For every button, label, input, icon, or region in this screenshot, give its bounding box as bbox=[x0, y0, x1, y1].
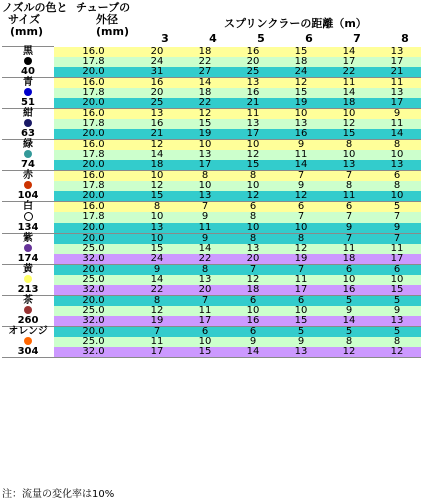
flow-value-cell: 9 bbox=[373, 223, 421, 234]
tube-diameter-cell: 20.0 bbox=[54, 160, 133, 171]
flow-value-cell: 31 bbox=[133, 67, 181, 78]
tube-diameter-cell: 16.0 bbox=[54, 140, 133, 151]
nozzle-color-name: 白 bbox=[2, 202, 54, 213]
nozzle-size: 40 bbox=[2, 67, 54, 78]
tube-diameter-cell: 32.0 bbox=[54, 347, 133, 358]
flow-value-cell: 24 bbox=[277, 67, 325, 78]
flow-value-cell: 18 bbox=[181, 47, 229, 58]
flow-value-cell: 13 bbox=[181, 275, 229, 285]
table-row bbox=[2, 160, 421, 171]
nozzle-color-name: 青 bbox=[2, 78, 54, 89]
table-row bbox=[2, 98, 421, 109]
table-row bbox=[2, 119, 421, 129]
nozzle-dot-icon bbox=[24, 337, 32, 345]
flow-value-cell: 18 bbox=[325, 98, 373, 109]
flow-value-cell: 11 bbox=[325, 78, 373, 89]
flow-value-cell: 8 bbox=[229, 171, 277, 182]
tube-diameter-cell: 16.0 bbox=[54, 171, 133, 182]
sprinkler-table-body bbox=[2, 47, 421, 358]
flow-value-cell: 20 bbox=[229, 254, 277, 265]
flow-value-cell: 14 bbox=[373, 129, 421, 140]
flow-value-cell: 10 bbox=[325, 150, 373, 160]
flow-value-cell: 10 bbox=[181, 140, 229, 151]
flow-value-cell: 8 bbox=[229, 212, 277, 223]
flow-value-cell: 7 bbox=[325, 171, 373, 182]
flow-value-cell: 10 bbox=[373, 275, 421, 285]
nozzle-header-line1: ノズルの色と bbox=[2, 1, 68, 14]
nozzle-dot-icon bbox=[24, 88, 32, 96]
flow-value-cell: 19 bbox=[277, 254, 325, 265]
table-row bbox=[2, 129, 421, 140]
flow-value-cell: 10 bbox=[373, 191, 421, 202]
tube-diameter-cell: 20.0 bbox=[54, 98, 133, 109]
flow-value-cell: 6 bbox=[229, 326, 277, 337]
flow-value-cell: 6 bbox=[325, 202, 373, 213]
flow-value-cell: 25 bbox=[133, 98, 181, 109]
flow-value-cell: 16 bbox=[133, 78, 181, 89]
nozzle-dot-icon bbox=[24, 275, 32, 283]
table-row bbox=[2, 109, 421, 120]
flow-value-cell: 18 bbox=[181, 88, 229, 98]
flow-value-cell: 13 bbox=[373, 47, 421, 58]
flow-value-cell: 17 bbox=[181, 160, 229, 171]
flow-value-cell: 5 bbox=[373, 295, 421, 306]
flow-value-cell: 9 bbox=[181, 233, 229, 244]
tube-diameter-cell: 25.0 bbox=[54, 275, 133, 285]
flow-value-cell: 6 bbox=[277, 295, 325, 306]
flow-value-cell: 18 bbox=[229, 285, 277, 296]
tube-diameter-cell: 20.0 bbox=[54, 295, 133, 306]
flow-value-cell: 13 bbox=[373, 160, 421, 171]
nozzle-header-line2: サイズ bbox=[8, 13, 41, 26]
flow-value-cell: 25 bbox=[229, 67, 277, 78]
nozzle-dot-icon bbox=[24, 119, 32, 127]
flow-value-cell: 7 bbox=[277, 264, 325, 275]
footnote: 注：流量の変化率は10% bbox=[2, 489, 115, 500]
table-row bbox=[2, 171, 421, 182]
flow-value-cell: 15 bbox=[229, 160, 277, 171]
tube-diameter-cell: 20.0 bbox=[54, 129, 133, 140]
flow-value-cell: 20 bbox=[133, 88, 181, 98]
table-row bbox=[2, 212, 421, 223]
flow-value-cell: 7 bbox=[277, 171, 325, 182]
flow-value-cell: 11 bbox=[325, 244, 373, 254]
flow-value-cell: 10 bbox=[181, 181, 229, 191]
flow-value-cell: 13 bbox=[133, 223, 181, 234]
flow-value-cell: 14 bbox=[325, 316, 373, 327]
flow-value-cell: 17 bbox=[325, 57, 373, 67]
flow-value-cell: 11 bbox=[181, 306, 229, 316]
flow-value-cell: 13 bbox=[229, 119, 277, 129]
tube-diameter-cell: 25.0 bbox=[54, 244, 133, 254]
flow-value-cell: 10 bbox=[229, 306, 277, 316]
nozzle-size: 260 bbox=[2, 316, 54, 327]
flow-value-cell: 14 bbox=[325, 88, 373, 98]
flow-value-cell: 16 bbox=[229, 47, 277, 58]
flow-value-cell: 9 bbox=[373, 109, 421, 120]
flow-value-cell: 12 bbox=[133, 306, 181, 316]
flow-value-cell: 21 bbox=[373, 67, 421, 78]
flow-value-cell: 13 bbox=[181, 150, 229, 160]
tube-diameter-cell: 32.0 bbox=[54, 285, 133, 296]
tube-diameter-cell: 17.8 bbox=[54, 212, 133, 223]
flow-value-cell: 10 bbox=[133, 171, 181, 182]
flow-value-cell: 11 bbox=[373, 119, 421, 129]
table-row bbox=[2, 326, 421, 337]
table-row bbox=[2, 233, 421, 244]
flow-value-cell: 6 bbox=[325, 264, 373, 275]
flow-value-cell: 5 bbox=[325, 295, 373, 306]
tube-diameter-cell: 25.0 bbox=[54, 337, 133, 347]
distance-header: スプリンクラーの距離（m） bbox=[224, 17, 367, 30]
flow-value-cell: 20 bbox=[181, 285, 229, 296]
tube-diameter-cell: 32.0 bbox=[54, 254, 133, 265]
flow-value-cell: 22 bbox=[133, 285, 181, 296]
flow-value-cell: 10 bbox=[325, 109, 373, 120]
table-row bbox=[2, 202, 421, 213]
nozzle-color-name: 緑 bbox=[2, 140, 54, 151]
flow-value-cell: 6 bbox=[373, 171, 421, 182]
flow-value-cell: 13 bbox=[133, 109, 181, 120]
flow-value-cell: 11 bbox=[229, 109, 277, 120]
nozzle-size: 304 bbox=[2, 347, 54, 358]
flow-value-cell: 15 bbox=[277, 47, 325, 58]
flow-value-cell: 22 bbox=[181, 98, 229, 109]
nozzle-dot-icon bbox=[24, 306, 32, 314]
tube-diameter-cell: 32.0 bbox=[54, 316, 133, 327]
nozzle-color-dot bbox=[2, 306, 54, 316]
flow-value-cell: 6 bbox=[229, 202, 277, 213]
flow-value-cell: 11 bbox=[277, 150, 325, 160]
flow-value-cell: 5 bbox=[373, 326, 421, 337]
flow-value-cell: 14 bbox=[133, 150, 181, 160]
flow-value-cell: 15 bbox=[181, 347, 229, 358]
tube-diameter-cell: 16.0 bbox=[54, 78, 133, 89]
nozzle-color-dot bbox=[2, 275, 54, 285]
flow-value-cell: 12 bbox=[325, 347, 373, 358]
flow-value-cell: 15 bbox=[325, 129, 373, 140]
flow-value-cell: 13 bbox=[325, 160, 373, 171]
flow-value-cell: 13 bbox=[229, 244, 277, 254]
flow-value-cell: 8 bbox=[181, 264, 229, 275]
flow-value-cell: 10 bbox=[181, 337, 229, 347]
flow-value-cell: 17 bbox=[229, 129, 277, 140]
nozzle-color-dot bbox=[2, 337, 54, 347]
flow-value-cell: 8 bbox=[133, 202, 181, 213]
nozzle-color-dot bbox=[2, 244, 54, 254]
tube-diameter-cell: 20.0 bbox=[54, 191, 133, 202]
tube-diameter-cell: 16.0 bbox=[54, 109, 133, 120]
flow-value-cell: 9 bbox=[277, 337, 325, 347]
flow-value-cell: 20 bbox=[133, 47, 181, 58]
nozzle-dot-icon bbox=[24, 212, 33, 221]
flow-value-cell: 16 bbox=[229, 316, 277, 327]
flow-value-cell: 8 bbox=[373, 337, 421, 347]
flow-value-cell: 7 bbox=[181, 202, 229, 213]
flow-value-cell: 24 bbox=[133, 254, 181, 265]
distance-3m-header: 3 bbox=[161, 32, 169, 45]
flow-value-cell: 16 bbox=[325, 285, 373, 296]
flow-value-cell: 13 bbox=[277, 119, 325, 129]
flow-value-cell: 9 bbox=[277, 140, 325, 151]
sprinkler-table bbox=[2, 46, 421, 358]
flow-value-cell: 7 bbox=[133, 326, 181, 337]
flow-value-cell: 16 bbox=[133, 119, 181, 129]
flow-value-cell: 19 bbox=[181, 129, 229, 140]
flow-value-cell: 27 bbox=[181, 67, 229, 78]
nozzle-dot-icon bbox=[24, 181, 32, 189]
tube-header-line2: 外径 bbox=[96, 13, 118, 26]
nozzle-color-dot bbox=[2, 212, 54, 223]
flow-value-cell: 5 bbox=[373, 202, 421, 213]
flow-value-cell: 17 bbox=[373, 254, 421, 265]
nozzle-dot-icon bbox=[24, 150, 32, 158]
nozzle-size: 174 bbox=[2, 254, 54, 265]
flow-value-cell: 7 bbox=[325, 212, 373, 223]
flow-value-cell: 11 bbox=[325, 191, 373, 202]
flow-value-cell: 18 bbox=[277, 57, 325, 67]
flow-value-cell: 9 bbox=[133, 264, 181, 275]
flow-value-cell: 8 bbox=[277, 233, 325, 244]
tube-diameter-cell: 20.0 bbox=[54, 233, 133, 244]
nozzle-color-name: 赤 bbox=[2, 171, 54, 182]
flow-value-cell: 17 bbox=[277, 285, 325, 296]
table-row bbox=[2, 78, 421, 89]
flow-value-cell: 7 bbox=[229, 264, 277, 275]
flow-value-cell: 12 bbox=[325, 119, 373, 129]
flow-value-cell: 9 bbox=[181, 212, 229, 223]
nozzle-size: 104 bbox=[2, 191, 54, 202]
table-row bbox=[2, 347, 421, 358]
table-row bbox=[2, 306, 421, 316]
flow-value-cell: 12 bbox=[277, 78, 325, 89]
flow-value-cell: 10 bbox=[229, 181, 277, 191]
flow-value-cell: 12 bbox=[229, 275, 277, 285]
nozzle-size: 213 bbox=[2, 285, 54, 296]
flow-value-cell: 11 bbox=[373, 78, 421, 89]
flow-value-cell: 22 bbox=[181, 57, 229, 67]
flow-value-cell: 10 bbox=[373, 150, 421, 160]
flow-value-cell: 13 bbox=[229, 78, 277, 89]
flow-value-cell: 24 bbox=[133, 57, 181, 67]
flow-value-cell: 14 bbox=[133, 275, 181, 285]
nozzle-size: 63 bbox=[2, 129, 54, 140]
flow-value-cell: 15 bbox=[277, 88, 325, 98]
flow-value-cell: 13 bbox=[277, 347, 325, 358]
flow-value-cell: 7 bbox=[181, 295, 229, 306]
flow-value-cell: 11 bbox=[133, 337, 181, 347]
nozzle-color-name: 紺 bbox=[2, 109, 54, 120]
flow-value-cell: 15 bbox=[133, 244, 181, 254]
flow-value-cell: 17 bbox=[181, 316, 229, 327]
tube-diameter-cell: 17.8 bbox=[54, 150, 133, 160]
flow-value-cell: 12 bbox=[229, 191, 277, 202]
table-row bbox=[2, 191, 421, 202]
flow-value-cell: 10 bbox=[229, 140, 277, 151]
table-row bbox=[2, 181, 421, 191]
flow-value-cell: 12 bbox=[277, 191, 325, 202]
flow-value-cell: 13 bbox=[373, 316, 421, 327]
flow-value-cell: 8 bbox=[181, 171, 229, 182]
flow-value-cell: 6 bbox=[373, 264, 421, 275]
tube-header-line1: チューブの bbox=[76, 1, 131, 14]
flow-value-cell: 18 bbox=[325, 254, 373, 265]
flow-value-cell: 9 bbox=[277, 181, 325, 191]
table-row bbox=[2, 67, 421, 78]
distance-8m-header: 8 bbox=[401, 32, 409, 45]
table-row bbox=[2, 140, 421, 151]
distance-6m-header: 6 bbox=[305, 32, 313, 45]
flow-value-cell: 5 bbox=[277, 326, 325, 337]
flow-value-cell: 10 bbox=[133, 212, 181, 223]
flow-value-cell: 13 bbox=[373, 88, 421, 98]
table-row bbox=[2, 337, 421, 347]
tube-diameter-cell: 16.0 bbox=[54, 202, 133, 213]
tube-diameter-cell: 16.0 bbox=[54, 47, 133, 58]
nozzle-dot-icon bbox=[24, 57, 32, 65]
tube-diameter-cell: 20.0 bbox=[54, 326, 133, 337]
flow-value-cell: 12 bbox=[373, 347, 421, 358]
flow-value-cell: 10 bbox=[133, 233, 181, 244]
flow-value-cell: 8 bbox=[373, 140, 421, 151]
flow-value-cell: 16 bbox=[229, 88, 277, 98]
flow-value-cell: 15 bbox=[133, 191, 181, 202]
flow-value-cell: 17 bbox=[133, 347, 181, 358]
flow-value-cell: 10 bbox=[229, 223, 277, 234]
tube-diameter-cell: 20.0 bbox=[54, 67, 133, 78]
flow-value-cell: 14 bbox=[229, 347, 277, 358]
nozzle-size: 134 bbox=[2, 223, 54, 234]
flow-value-cell: 10 bbox=[277, 306, 325, 316]
flow-value-cell: 12 bbox=[277, 244, 325, 254]
tube-diameter-cell: 17.8 bbox=[54, 119, 133, 129]
tube-diameter-cell: 20.0 bbox=[54, 264, 133, 275]
flow-value-cell: 18 bbox=[133, 160, 181, 171]
table-row bbox=[2, 223, 421, 234]
flow-value-cell: 7 bbox=[277, 212, 325, 223]
flow-value-cell: 9 bbox=[373, 306, 421, 316]
nozzle-color-name: 紫 bbox=[2, 233, 54, 244]
flow-value-cell: 7 bbox=[373, 212, 421, 223]
nozzle-size: 74 bbox=[2, 160, 54, 171]
flow-value-cell: 8 bbox=[325, 140, 373, 151]
flow-value-cell: 16 bbox=[277, 129, 325, 140]
flow-value-cell: 19 bbox=[277, 98, 325, 109]
flow-value-cell: 15 bbox=[181, 119, 229, 129]
table-row bbox=[2, 150, 421, 160]
flow-value-cell: 6 bbox=[277, 202, 325, 213]
table-row bbox=[2, 275, 421, 285]
flow-value-cell: 17 bbox=[373, 98, 421, 109]
tube-diameter-cell: 17.8 bbox=[54, 57, 133, 67]
table-row bbox=[2, 254, 421, 265]
flow-value-cell: 10 bbox=[277, 109, 325, 120]
flow-value-cell: 7 bbox=[373, 233, 421, 244]
flow-value-cell: 22 bbox=[181, 254, 229, 265]
flow-value-cell: 7 bbox=[325, 233, 373, 244]
flow-value-cell: 12 bbox=[181, 109, 229, 120]
flow-value-cell: 19 bbox=[133, 316, 181, 327]
distance-7m-header: 7 bbox=[353, 32, 361, 45]
flow-value-cell: 12 bbox=[229, 150, 277, 160]
nozzle-color-name: 茶 bbox=[2, 295, 54, 306]
flow-value-cell: 8 bbox=[133, 295, 181, 306]
table-row bbox=[2, 47, 421, 58]
flow-value-cell: 8 bbox=[325, 181, 373, 191]
flow-value-cell: 13 bbox=[181, 191, 229, 202]
tube-header-unit: (mm) bbox=[96, 25, 129, 38]
nozzle-dot-icon bbox=[24, 244, 32, 252]
table-row bbox=[2, 244, 421, 254]
flow-value-cell: 10 bbox=[325, 275, 373, 285]
flow-value-cell: 5 bbox=[325, 326, 373, 337]
nozzle-color-name: オレンジ bbox=[2, 326, 54, 337]
flow-value-cell: 8 bbox=[325, 337, 373, 347]
table-row bbox=[2, 285, 421, 296]
flow-value-cell: 15 bbox=[373, 285, 421, 296]
tube-header bbox=[76, 2, 130, 38]
table-row bbox=[2, 264, 421, 275]
flow-value-cell: 20 bbox=[229, 57, 277, 67]
flow-value-cell: 9 bbox=[325, 306, 373, 316]
flow-value-cell: 11 bbox=[277, 275, 325, 285]
nozzle-color-name: 黒 bbox=[2, 47, 54, 58]
table-row bbox=[2, 316, 421, 327]
nozzle-color-name: 黄 bbox=[2, 264, 54, 275]
flow-value-cell: 14 bbox=[277, 160, 325, 171]
flow-value-cell: 17 bbox=[373, 57, 421, 67]
nozzle-header bbox=[2, 2, 68, 38]
distance-5m-header: 5 bbox=[257, 32, 265, 45]
flow-value-cell: 14 bbox=[325, 47, 373, 58]
flow-value-cell: 8 bbox=[229, 233, 277, 244]
tube-diameter-cell: 17.8 bbox=[54, 88, 133, 98]
flow-value-cell: 6 bbox=[181, 326, 229, 337]
tube-diameter-cell: 17.8 bbox=[54, 181, 133, 191]
distance-4m-header: 4 bbox=[209, 32, 217, 45]
flow-value-cell: 11 bbox=[181, 223, 229, 234]
flow-value-cell: 14 bbox=[181, 244, 229, 254]
flow-value-cell: 21 bbox=[229, 98, 277, 109]
table-row bbox=[2, 295, 421, 306]
flow-value-cell: 12 bbox=[133, 140, 181, 151]
tube-diameter-cell: 20.0 bbox=[54, 223, 133, 234]
flow-value-cell: 9 bbox=[325, 223, 373, 234]
flow-value-cell: 8 bbox=[373, 181, 421, 191]
tube-diameter-cell: 25.0 bbox=[54, 306, 133, 316]
flow-value-cell: 9 bbox=[229, 337, 277, 347]
nozzle-size: 51 bbox=[2, 98, 54, 109]
flow-value-cell: 22 bbox=[325, 67, 373, 78]
table-row bbox=[2, 88, 421, 98]
flow-value-cell: 11 bbox=[373, 244, 421, 254]
flow-value-cell: 14 bbox=[181, 78, 229, 89]
flow-value-cell: 15 bbox=[277, 316, 325, 327]
nozzle-header-unit: (mm) bbox=[10, 25, 43, 38]
table-row bbox=[2, 57, 421, 67]
flow-value-cell: 6 bbox=[229, 295, 277, 306]
flow-value-cell: 10 bbox=[277, 223, 325, 234]
flow-value-cell: 21 bbox=[133, 129, 181, 140]
flow-value-cell: 12 bbox=[133, 181, 181, 191]
